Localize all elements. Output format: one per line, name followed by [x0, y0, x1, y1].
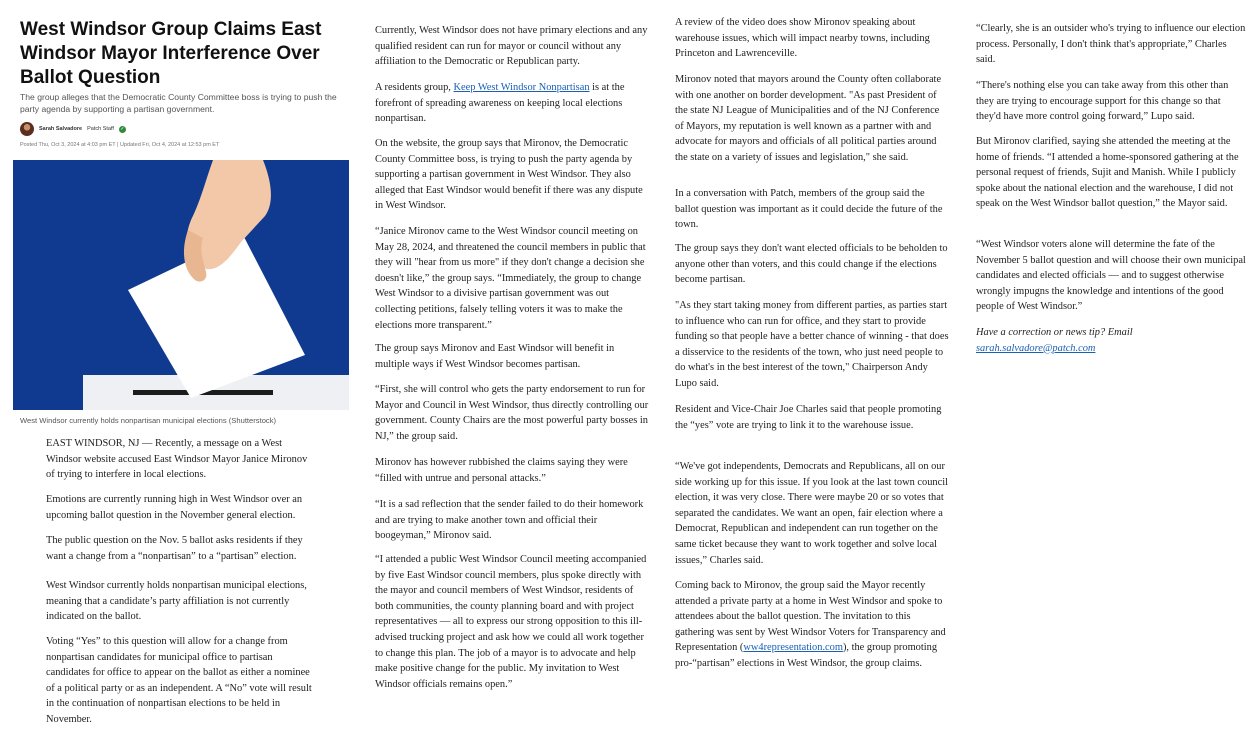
byline	[20, 122, 126, 136]
author-email-link[interactable]: sarah.salvadore@patch.com	[976, 342, 1096, 354]
paragraph: On the website, the group says that Mironov, the Democratic County Committee boss, is trying to push the party agenda by supporting a partisan government in West Windsor. They also alleged that East Windsor would benefit if there was any dispute in West Windsor.	[375, 138, 643, 212]
paragraph: Emotions are currently running high in West Windsor over an upcoming ballot question in the November general election.	[46, 494, 303, 521]
paragraph: “It is a sad reflection that the sender failed to do their homework and are trying to make another town and official their boogeyman,” Mironov said.	[375, 499, 644, 542]
paragraph: Mironov noted that mayors around the County often collaborate with one another on border development. "As past President of the state NJ League of Municipalities and of the NJ Conference of Mayors, my reputation is well known as a partner with and advocate for mayors and officials of all political parties around the state on a variety of issues and legislation," she said.	[675, 74, 942, 163]
paragraph: EAST WINDSOR, NJ — Recently, a message on a West Windsor website accused East Windsor Mayor Janice Mironov of trying to interfere in local elections.	[46, 438, 308, 481]
ballot-box-photo	[13, 160, 349, 410]
paragraph: A review of the video does show Mironov speaking about warehouse issues, which will impact nearby towns, including Princeton and Lawrenceville.	[675, 17, 930, 60]
paragraph: The group says they don't want elected officials to be beholden to anyone other than voters, and this could change if the elections become partisan.	[675, 243, 948, 286]
ballot-illustration	[13, 160, 349, 410]
news-tip-text: Have a correction or news tip? Email	[976, 327, 1133, 338]
author-name[interactable]: Sarah Salvadore	[39, 126, 83, 132]
paragraph: The group says Mironov and East Windsor will benefit in multiple ways if West Windsor becomes partisan.	[375, 343, 615, 370]
paragraph: “Clearly, she is an outsider who's trying to influence our election process. Personally, I don't think that's appropriate,” Charles said.	[976, 23, 1246, 66]
paragraph: “I attended a public West Windsor Council meeting accompanied by five East Windsor council members, plus spoke directly with the mayor and council members of West Windsor, residents of both communities, the county planning board and with project representatives — all to express our strong opposition to this ill-advised trucking project and ask how we could all work together to change this plan. The job of a mayor is to advocate and help make positive change for the public. My invitation to West Windsor officials remains open.”	[375, 554, 647, 690]
author-avatar[interactable]	[20, 122, 34, 136]
paragraph: The public question on the Nov. 5 ballot asks residents if they want a change from a “nonpartisan” to a “partisan” election.	[46, 535, 303, 562]
post-dates: Posted Thu, Oct 3, 2024 at 4:03 pm ET | Updated Fri, Oct 4, 2024 at 12:53 pm ET	[20, 142, 220, 148]
paragraph: In a conversation with Patch, members of the group said the ballot question was important as it could decide the future of the town.	[675, 188, 943, 231]
paragraph: Currently, West Windsor does not have primary elections and any qualified resident can run for mayor or council without any affiliation to the Democratic or Republican party.	[375, 25, 648, 68]
paragraph: Coming back to Mironov, the group said the Mayor recently attended a private party at a home in West Windsor and spoke to attendees about the ballot question. The invitation to this gathering was sent by West Windsor Voters for Transparency and Representation (ww4representation.com), the group promoting pro-“partisan” elections in West Windsor, the group claims.	[675, 580, 946, 669]
article-headline: West Windsor Group Claims East Windsor Mayor Interference Over Ballot Question	[20, 19, 322, 88]
paragraph: “We've got independents, Democrats and Republicans, all on our side working up for this issue. If you look at the last town council election, it was very close. There were maybe 20 or so votes that separated the candidates. We want an open, fair election where a Democrat, Republican and independent can run together on the same ticket because they want to work together and solve local issues,” Charles said.	[675, 461, 949, 566]
paragraph: West Windsor currently holds nonpartisan municipal elections, meaning that a candidate’s party affiliation is not currently indicated on the ballot.	[46, 580, 307, 623]
paragraph: Mironov has however rubbished the claims saying they were “filled with untrue and personal attacks.”	[375, 457, 628, 484]
author-role: Patch Staff	[87, 126, 114, 132]
news-tip	[976, 325, 1248, 356]
ww4representation-link[interactable]: ww4representation.com	[743, 642, 843, 654]
paragraph: “West Windsor voters alone will determine the fate of the November 5 ballot question and will choose their own municipal candidates and elected officials — and to suggest otherwise wrongly impugns the knowledge and intentions of the good people of West Windsor.”	[976, 239, 1246, 313]
photo-caption: West Windsor currently holds nonpartisan municipal elections (Shutterstock)	[20, 416, 277, 425]
paragraph: Voting “Yes” to this question will allow for a change from nonpartisan candidates for municipal office to partisan candidates for office to appear on the ballot as either a nominee of a political party or as an independent. A “No” vote will result in the continuation of nonpartisan elections to be held in November.	[46, 636, 312, 725]
paragraph: "As they start taking money from different parties, as parties start to influence who can run for office, and they start to provide funding so that people have a better chance of winning - that does a disservice to the residents of the town, who just need people to do what's in the best interest of the town," Chairperson Andy Lupo said.	[675, 300, 949, 389]
paragraph: “First, she will control who gets the party endorsement to run for Mayor and Council in West Windsor, thus directly controlling our government. County Chairs are the most powerful party bosses in NJ,” the group said.	[375, 384, 649, 442]
keep-west-windsor-nonpartisan-link[interactable]: Keep West Windsor Nonpartisan	[453, 82, 590, 93]
paragraph: Resident and Vice-Chair Joe Charles said that people promoting the “yes” vote are trying to link it to the warehouse issue.	[675, 404, 942, 431]
article-subhead: The group alleges that the Democratic County Committee boss is trying to push the party agenda by supporting a partisan government.	[20, 92, 337, 114]
paragraph: “There's nothing else you can take away from this other than they are trying to encourage support for this change so that they'd have more control going forward,” Lupo said.	[976, 80, 1229, 123]
paragraph: A residents group, Keep West Windsor Nonpartisan is at the forefront of spreading awareness on keeping local elections nonpartisan.	[375, 82, 625, 125]
paragraph: But Mironov clarified, saying she attended the meeting at the home of friends. “I attended a home-sponsored gathering at the personal request of friends, Sujit and Manish. While I publicly spoke about the national election and the warehouse, I did not speak on the West Windsor ballot question,” the Mayor said.	[976, 136, 1239, 210]
verified-check-icon: ✓	[120, 125, 125, 132]
paragraph: “Janice Mironov came to the West Windsor council meeting on May 28, 2024, and threatened the council members in public that they will "hear from us more" if they don't change a decision she doesn't like,” the group says. “Immediately, the group to change West Windsor to a divisive partisan government was out collecting petitions, falsely telling voters it was to make the elections more transparent.”	[375, 226, 646, 331]
